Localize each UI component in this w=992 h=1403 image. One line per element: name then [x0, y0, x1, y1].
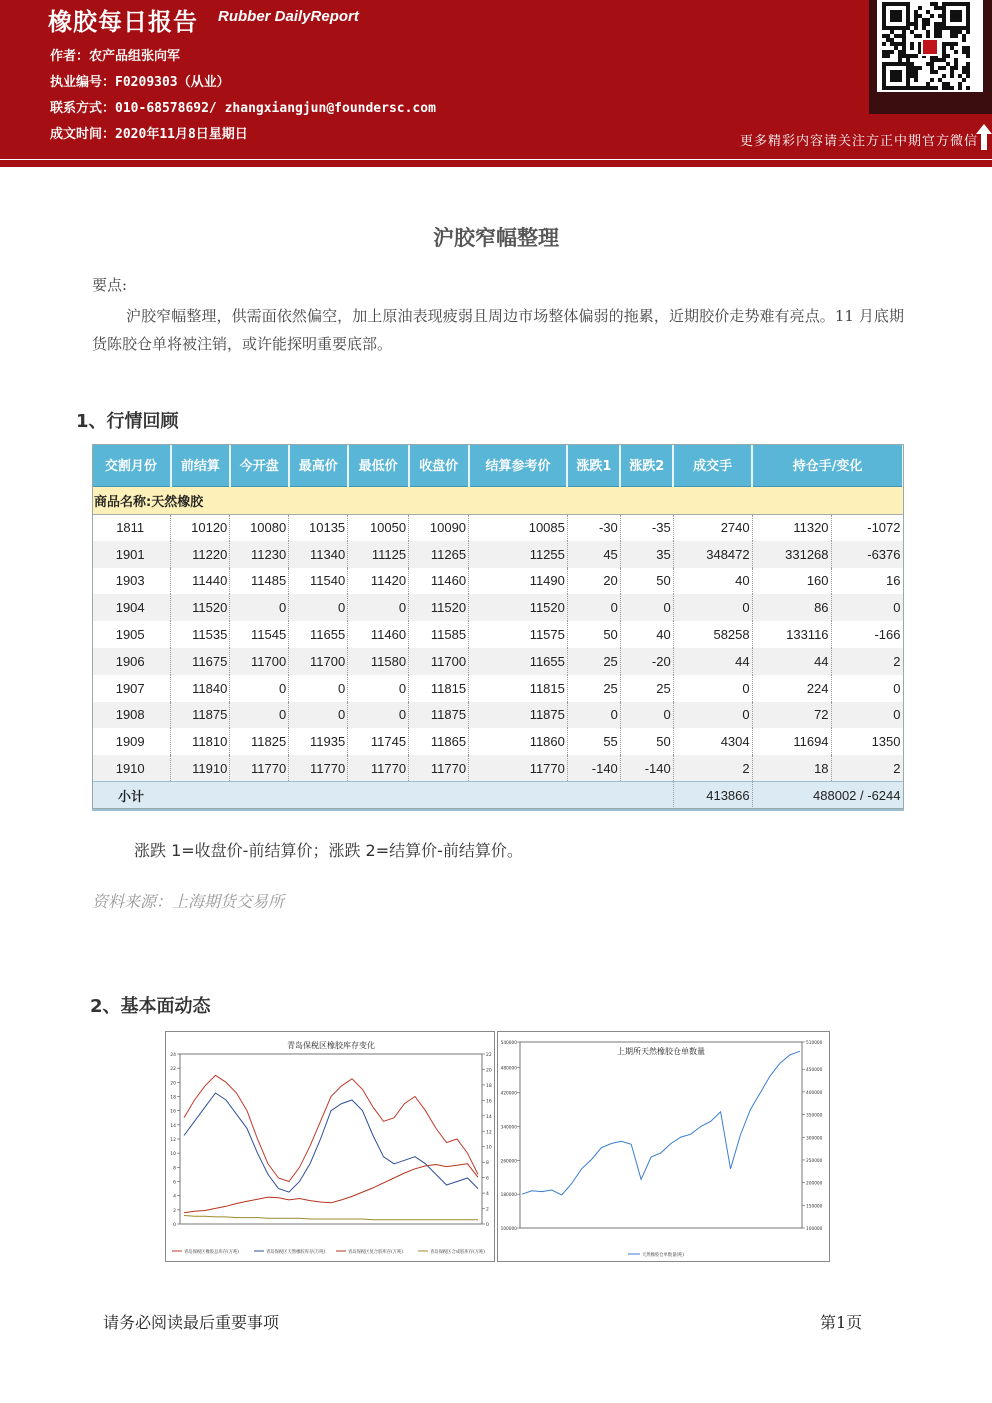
table-cell: 11810: [171, 728, 230, 755]
table-cell: 11520: [409, 594, 469, 621]
col-header: 最高价: [289, 444, 348, 486]
table-cell: 348472: [673, 541, 752, 568]
subtotal-row: [92, 782, 903, 810]
table-cell: 133116: [752, 621, 831, 648]
y-tick-label: 12: [170, 1138, 176, 1143]
table-cell: 1903: [92, 568, 171, 595]
y2-tick-label: 400000: [806, 1090, 823, 1096]
table-cell: 11460: [409, 568, 469, 595]
table-row: [92, 648, 903, 675]
table-cell: 0: [348, 702, 409, 729]
series-line: [184, 1164, 478, 1213]
plot-area: [520, 1042, 802, 1228]
table-cell: 11575: [469, 621, 568, 648]
table-row: [92, 514, 903, 541]
table-cell: 0: [620, 702, 673, 729]
table-cell: 11545: [230, 621, 289, 648]
table-cell: 4304: [673, 728, 752, 755]
table-row: [92, 594, 903, 621]
table-cell: -1072: [831, 514, 903, 541]
table-cell: 11815: [469, 675, 568, 702]
table-cell: 10080: [230, 514, 289, 541]
y-tick-label: 8: [173, 1166, 176, 1172]
header-divider-lower: [0, 160, 992, 167]
table-cell: 11220: [171, 541, 230, 568]
footer-disclaimer: 请务必阅读最后重要事项: [103, 1313, 280, 1332]
table-cell: -166: [831, 621, 903, 648]
table-cell: 11440: [171, 568, 230, 595]
table-cell: 11585: [409, 621, 469, 648]
y2-tick-label: 14: [486, 1114, 492, 1120]
table-cell: 50: [620, 568, 673, 595]
legend-label: 青岛保税区合成胶库存(万吨): [430, 1250, 485, 1255]
legend-label: 青岛保税区橡胶总库存(万吨): [184, 1250, 239, 1255]
series-line: [184, 1216, 478, 1220]
table-cell: 11825: [230, 728, 289, 755]
y2-tick-label: 300000: [806, 1136, 823, 1142]
y2-tick-label: 22: [486, 1053, 492, 1058]
table-row: [92, 728, 903, 755]
plot-area: [180, 1054, 482, 1224]
col-header: 今开盘: [230, 444, 289, 486]
author-line: [50, 45, 180, 64]
y-tick-label: 2: [173, 1208, 176, 1214]
table-cell: 0: [673, 675, 752, 702]
date-line: [50, 123, 248, 142]
table-cell: 25: [620, 675, 673, 702]
table-cell: 0: [567, 594, 620, 621]
table-cell: 11340: [289, 541, 348, 568]
table-cell: 11840: [171, 675, 230, 702]
table-cell: 11520: [469, 594, 568, 621]
follow-wechat-text: 更多精彩内容请关注方正中期官方微信: [739, 134, 978, 149]
y-tick-label: 260000: [500, 1159, 517, 1165]
chart-warrant-quantity: [497, 1031, 830, 1262]
table-cell: -20: [620, 648, 673, 675]
table-cell: 224: [752, 675, 831, 702]
table-cell: 11490: [469, 568, 568, 595]
table-cell: 44: [673, 648, 752, 675]
table-cell: 2: [831, 755, 903, 782]
table-cell: 2: [831, 648, 903, 675]
y-tick-label: 20: [170, 1081, 176, 1087]
qr-code-icon: [877, 0, 983, 92]
y2-tick-label: 8: [486, 1161, 489, 1167]
table-cell: 11770: [230, 755, 289, 782]
table-cell: 10090: [409, 514, 469, 541]
author-label: 作者：: [50, 49, 90, 64]
table-header-row: [92, 444, 903, 486]
table-cell: 18: [752, 755, 831, 782]
table-cell: 40: [620, 621, 673, 648]
table-cell: 11655: [289, 621, 348, 648]
table-cell: 11255: [469, 541, 568, 568]
table-cell: 55: [567, 728, 620, 755]
col-header: 涨跌2: [620, 444, 673, 486]
col-header: 成交手: [673, 444, 752, 486]
table-cell: 25: [567, 648, 620, 675]
table-cell: 16: [831, 568, 903, 595]
table-cell: 0: [230, 594, 289, 621]
document-title: 沪胶窄幅整理: [433, 226, 559, 250]
y-tick-label: 180000: [500, 1193, 517, 1199]
table-cell: 11694: [752, 728, 831, 755]
table-cell: 11770: [409, 755, 469, 782]
table-row: [92, 675, 903, 702]
table-cell: -30: [567, 514, 620, 541]
y2-tick-label: 0: [486, 1223, 489, 1228]
table-cell: 11700: [289, 648, 348, 675]
table-cell: 1901: [92, 541, 171, 568]
table-cell: 0: [289, 675, 348, 702]
table-cell: 331268: [752, 541, 831, 568]
contact-line: [50, 97, 436, 116]
table-cell: 11320: [752, 514, 831, 541]
y2-tick-label: 20: [486, 1068, 492, 1074]
y2-tick-label: 18: [486, 1083, 492, 1089]
table-cell: 11910: [171, 755, 230, 782]
section-heading-market-review: 1、行情回顾: [76, 411, 179, 432]
up-arrow-icon: [976, 124, 992, 150]
y2-tick-label: 4: [486, 1192, 489, 1198]
table-cell: 11655: [469, 648, 568, 675]
y-tick-label: 10: [170, 1152, 176, 1158]
table-cell: 11700: [230, 648, 289, 675]
table-cell: 0: [831, 675, 903, 702]
table-cell: 0: [348, 675, 409, 702]
license-label: 执业编号：: [50, 75, 116, 90]
subtotal-volume: 413866: [673, 782, 752, 810]
table-cell: 40: [673, 568, 752, 595]
table-cell: 11460: [348, 621, 409, 648]
y2-tick-label: 2: [486, 1207, 489, 1213]
table-cell: 86: [752, 594, 831, 621]
table-cell: 50: [567, 621, 620, 648]
report-title: 橡胶每日报告: [48, 8, 198, 36]
table-cell: 0: [230, 702, 289, 729]
category-label: 商品名称:天然橡胶: [92, 486, 903, 514]
table-cell: 160: [752, 568, 831, 595]
header-divider: [0, 153, 992, 159]
table-cell: 0: [567, 702, 620, 729]
table-cell: 11770: [469, 755, 568, 782]
table-cell: 2740: [673, 514, 752, 541]
table-cell: 0: [831, 594, 903, 621]
table-cell: 11520: [171, 594, 230, 621]
table-cell: 0: [831, 702, 903, 729]
y2-tick-label: 250000: [806, 1158, 823, 1164]
y2-tick-label: 16: [486, 1099, 492, 1105]
table-cell: 0: [230, 675, 289, 702]
col-header: 收盘价: [409, 444, 469, 486]
table-cell: -140: [620, 755, 673, 782]
category-row: [92, 486, 903, 514]
table-cell: 11675: [171, 648, 230, 675]
y-tick-label: 18: [170, 1095, 176, 1101]
y-tick-label: 4: [173, 1194, 176, 1200]
table-cell: 1910: [92, 755, 171, 782]
table-row: [92, 702, 903, 729]
table-cell: 10135: [289, 514, 348, 541]
table-cell: 0: [673, 594, 752, 621]
table-cell: 10120: [171, 514, 230, 541]
table-cell: 11125: [348, 541, 409, 568]
table-cell: 72: [752, 702, 831, 729]
y-tick-label: 6: [173, 1180, 176, 1186]
y2-tick-label: 100000: [806, 1227, 823, 1232]
author-name: 农产品组张向军: [89, 49, 181, 64]
table-cell: 11420: [348, 568, 409, 595]
y-tick-label: 16: [170, 1109, 176, 1115]
table-cell: 11770: [289, 755, 348, 782]
legend-label: 青岛保税区复合胶库存(万吨): [348, 1250, 403, 1255]
table-cell: 11770: [348, 755, 409, 782]
y-tick-label: 14: [170, 1123, 176, 1129]
table-cell: 11875: [171, 702, 230, 729]
y2-tick-label: 510000: [806, 1041, 823, 1046]
table-cell: 11935: [289, 728, 348, 755]
subtotal-open-interest: 488002 / -6244: [752, 782, 903, 810]
series-line: [184, 1093, 478, 1192]
table-cell: 50: [620, 728, 673, 755]
table-cell: 11485: [230, 568, 289, 595]
table-cell: 11265: [409, 541, 469, 568]
table-cell: 44: [752, 648, 831, 675]
table-cell: 0: [289, 702, 348, 729]
y2-tick-label: 6: [486, 1176, 489, 1182]
table-cell: 1908: [92, 702, 171, 729]
table-cell: 10050: [348, 514, 409, 541]
table-cell: 0: [289, 594, 348, 621]
y2-tick-label: 10: [486, 1145, 492, 1151]
col-header: 最低价: [348, 444, 409, 486]
table-cell: 25: [567, 675, 620, 702]
table-cell: 11875: [469, 702, 568, 729]
table-cell: -35: [620, 514, 673, 541]
y-tick-label: 420000: [500, 1091, 517, 1097]
license-number: F0209303（从业）: [115, 75, 230, 90]
table-note: 涨跌 1=收盘价-前结算价；涨跌 2=结算价-前结算价。: [134, 841, 523, 860]
table-cell: 11865: [409, 728, 469, 755]
col-header: 涨跌1: [567, 444, 620, 486]
series-line: [522, 1051, 800, 1195]
table-cell: 35: [620, 541, 673, 568]
y2-tick-label: 12: [486, 1130, 492, 1136]
table-cell: 11540: [289, 568, 348, 595]
table-cell: -140: [567, 755, 620, 782]
y-tick-label: 100000: [500, 1227, 517, 1232]
table-cell: 45: [567, 541, 620, 568]
table-cell: 58258: [673, 621, 752, 648]
table-row: [92, 541, 903, 568]
y-tick-label: 0: [173, 1223, 176, 1228]
table-cell: 1811: [92, 514, 171, 541]
key-points-text: 沪胶窄幅整理，供需面依然偏空，加上原油表现疲弱且周边市场整体偏弱的拖累，近期胶价走势难有亮点。11 月底期货陈胶仓单将被注销，或许能探明重要底部。: [92, 307, 904, 353]
table-cell: 11815: [409, 675, 469, 702]
table-row: [92, 755, 903, 782]
table-cell: 11700: [409, 648, 469, 675]
y2-tick-label: 450000: [806, 1068, 823, 1074]
table-cell: 0: [673, 702, 752, 729]
chart-title: 上期所天然橡胶仓单数量: [617, 1047, 705, 1056]
table-cell: 11860: [469, 728, 568, 755]
table-cell: 2: [673, 755, 752, 782]
page-number: 第1页: [820, 1313, 863, 1332]
quote-table: [92, 444, 904, 811]
table-cell: 10085: [469, 514, 568, 541]
y-tick-label: 480000: [500, 1066, 517, 1072]
y-tick-label: 22: [170, 1067, 176, 1073]
y2-tick-label: 350000: [806, 1113, 823, 1119]
table-cell: 11535: [171, 621, 230, 648]
table-cell: 11230: [230, 541, 289, 568]
section-heading-fundamentals: 2、基本面动态: [90, 996, 211, 1017]
y2-tick-label: 200000: [806, 1181, 823, 1187]
table-row: [92, 621, 903, 648]
subtotal-label: 小计: [92, 782, 673, 810]
license-line: [50, 71, 230, 90]
table-cell: 0: [348, 594, 409, 621]
chart-qingdao-inventory: [165, 1031, 495, 1262]
report-date: 2020年11月8日星期日: [115, 127, 248, 142]
legend-label: 天然橡胶仓单数量(吨): [642, 1253, 685, 1258]
table-cell: 11875: [409, 702, 469, 729]
table-cell: 1907: [92, 675, 171, 702]
col-header: 结算参考价: [469, 444, 568, 486]
table-cell: 20: [567, 568, 620, 595]
table-cell: 1905: [92, 621, 171, 648]
col-header: 交割月份: [92, 444, 171, 486]
y-tick-label: 540000: [500, 1041, 517, 1046]
table-cell: 1906: [92, 648, 171, 675]
table-cell: 11745: [348, 728, 409, 755]
table-cell: 1904: [92, 594, 171, 621]
col-header: 持仓手/变化: [752, 444, 903, 486]
series-line: [184, 1075, 478, 1181]
y2-tick-label: 150000: [806, 1204, 823, 1210]
table-cell: 0: [620, 594, 673, 621]
date-label: 成文时间：: [50, 127, 116, 142]
report-subtitle: Rubber DailyReport: [218, 8, 359, 25]
chart-title: 青岛保税区橡胶库存变化: [287, 1041, 375, 1050]
table-cell: 11580: [348, 648, 409, 675]
y-tick-label: 24: [170, 1053, 176, 1058]
table-row: [92, 568, 903, 595]
table-cell: 1909: [92, 728, 171, 755]
data-source: 资料来源：上海期货交易所: [92, 892, 285, 911]
contact-info[interactable]: 010-68578692/ zhangxiangjun@foundersc.com: [115, 101, 436, 116]
key-points-label: 要点:: [92, 276, 128, 294]
y-tick-label: 340000: [500, 1125, 517, 1131]
contact-label: 联系方式：: [50, 101, 116, 116]
legend-label: 青岛保税区天然橡胶库存(万吨): [266, 1250, 326, 1255]
col-header: 前结算: [171, 444, 230, 486]
table-cell: 1350: [831, 728, 903, 755]
table-cell: -6376: [831, 541, 903, 568]
